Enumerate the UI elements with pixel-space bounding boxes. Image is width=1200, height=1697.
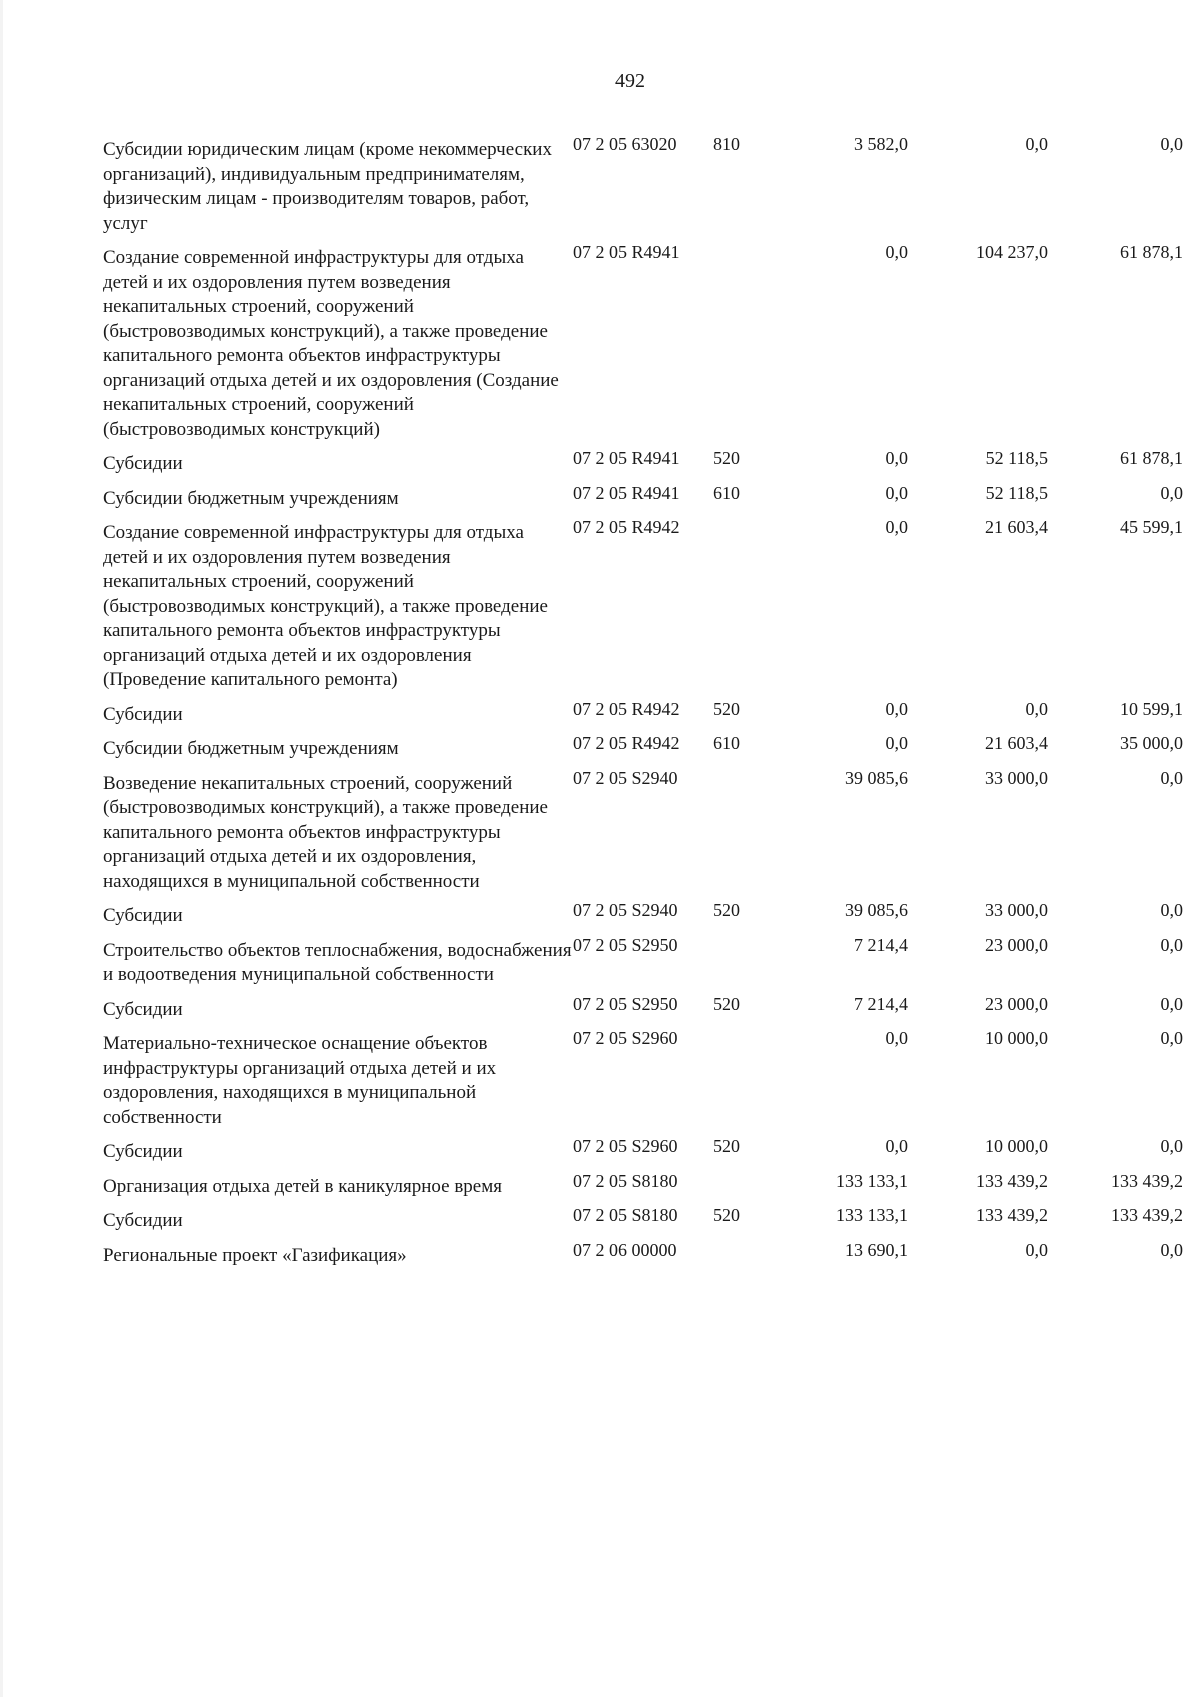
row-name: Субсидии бюджетным учреждениям — [103, 738, 399, 759]
row-amount-1: 3 582,0 — [854, 134, 908, 154]
row-amount-3: 45 599,1 — [1120, 517, 1183, 537]
row-amount-3: 0,0 — [1160, 934, 1183, 955]
row-amount-2: 52 118,5 — [985, 448, 1048, 468]
row-code: 07 2 05 R4941 — [573, 448, 680, 468]
row-amount-3: 0,0 — [1160, 134, 1183, 154]
row-name: Субсидии — [103, 453, 183, 474]
row-amount-3: 0,0 — [1160, 1239, 1183, 1260]
row-amount-1: 0,0 — [885, 733, 908, 753]
row-amount-3: 0,0 — [1160, 767, 1183, 788]
row-amount-3: 133 439,2 — [1111, 1170, 1183, 1191]
row-amount-1: 39 085,6 — [845, 900, 908, 920]
row-amount-3: 61 878,1 — [1120, 242, 1183, 262]
row-vr: 520 — [713, 698, 740, 719]
row-amount-3: 133 439,2 — [1111, 1205, 1183, 1225]
row-amount-2: 52 118,5 — [985, 482, 1048, 503]
row-amount-2: 133 439,2 — [976, 1170, 1048, 1191]
row-amount-3: 0,0 — [1160, 900, 1183, 920]
table-row — [103, 1238, 1183, 1269]
row-amount-1: 0,0 — [885, 1028, 908, 1048]
row-name: Субсидии — [103, 998, 183, 1020]
row-name: Создание современной инфраструктуры для отдыха детей и их оздоровления путем возведения некапитальных строений, сооружений (быстровозводимых конструкций), а также проведение капитального ремонта объектов инфраструктуры организаций отдыха детей и их оздоровления (Создание некапитальных строений, сооружений (быстровозводимых конструкций) — [103, 247, 559, 440]
row-amount-2: 133 439,2 — [976, 1205, 1048, 1225]
row-vr: 610 — [713, 733, 740, 753]
row-vr: 520 — [713, 993, 740, 1014]
row-name: Субсидии — [103, 703, 183, 725]
row-amount-2: 23 000,0 — [985, 993, 1048, 1014]
row-code: 07 2 05 S2950 — [573, 934, 678, 955]
row-name: Организация отдыха детей в каникулярное время — [103, 1175, 502, 1197]
row-amount-2: 21 603,4 — [985, 517, 1048, 537]
row-code: 07 2 05 S8180 — [573, 1205, 678, 1225]
table-row — [103, 992, 1183, 1023]
row-amount-1: 0,0 — [885, 482, 908, 503]
row-amount-2: 10 000,0 — [985, 1028, 1048, 1048]
row-name: Субсидии — [103, 905, 183, 926]
row-amount-1: 133 133,1 — [836, 1170, 908, 1191]
table-row — [103, 731, 1183, 762]
row-name: Субсидии — [103, 1210, 183, 1231]
row-amount-2: 33 000,0 — [985, 767, 1048, 788]
table-row — [103, 898, 1183, 929]
budget-table — [103, 132, 1183, 1272]
row-amount-2: 21 603,4 — [985, 733, 1048, 753]
table-row — [103, 446, 1183, 477]
row-amount-1: 0,0 — [885, 1136, 908, 1156]
row-code: 07 2 05 R4941 — [573, 242, 680, 262]
row-amount-1: 0,0 — [885, 242, 908, 262]
table-row — [103, 1169, 1183, 1200]
row-amount-1: 133 133,1 — [836, 1205, 908, 1225]
row-code: 07 2 05 S2940 — [573, 900, 678, 920]
row-name: Субсидии — [103, 1141, 183, 1162]
row-amount-1: 39 085,6 — [845, 767, 908, 788]
row-amount-2: 0,0 — [1025, 1239, 1048, 1260]
row-code: 07 2 05 R4942 — [573, 698, 680, 719]
row-amount-2: 33 000,0 — [985, 900, 1048, 920]
row-amount-3: 0,0 — [1160, 1136, 1183, 1156]
row-code: 07 2 05 S2950 — [573, 993, 678, 1014]
row-name: Субсидии юридическим лицам (кроме некоммерческих организаций), индивидуальным предпринимателям, физическим лицам - производителям товаров, работ, услуг — [103, 139, 552, 234]
row-amount-1: 0,0 — [885, 698, 908, 719]
row-code: 07 2 05 R4941 — [573, 482, 680, 503]
row-vr: 520 — [713, 1205, 740, 1225]
row-name: Субсидии бюджетным учреждениям — [103, 487, 399, 509]
row-name: Создание современной инфраструктуры для отдыха детей и их оздоровления путем возведения некапитальных строений, сооружений (быстровозводимых конструкций), а также проведение капитального ремонта объектов инфраструктуры организаций отдыха детей и их оздоровления (Проведение капитального ремонта) — [103, 522, 548, 690]
table-row — [103, 1134, 1183, 1165]
table-row — [103, 132, 1183, 236]
row-amount-3: 35 000,0 — [1120, 733, 1183, 753]
table-row — [103, 766, 1183, 895]
table-row — [103, 933, 1183, 988]
row-amount-2: 10 000,0 — [985, 1136, 1048, 1156]
table-row — [103, 1026, 1183, 1130]
row-amount-1: 0,0 — [885, 517, 908, 537]
row-amount-1: 0,0 — [885, 448, 908, 468]
row-vr: 610 — [713, 482, 740, 503]
row-vr: 520 — [713, 448, 740, 468]
row-amount-3: 61 878,1 — [1120, 448, 1183, 468]
row-amount-2: 0,0 — [1025, 134, 1048, 154]
row-amount-3: 0,0 — [1160, 482, 1183, 503]
table-row — [103, 1203, 1183, 1234]
row-name: Региональные проект «Газификация» — [103, 1244, 407, 1266]
row-code: 07 2 05 R4942 — [573, 733, 680, 753]
row-amount-1: 7 214,4 — [854, 993, 908, 1014]
row-code: 07 2 05 S2940 — [573, 767, 678, 788]
row-name: Возведение некапитальных строений, сооружений (быстровозводимых конструкций), а также проведение капитального ремонта объектов инфраструктуры организаций отдыха детей и их оздоровления, находящихся в муниципальной собственности — [103, 772, 548, 892]
row-amount-3: 0,0 — [1160, 993, 1183, 1014]
row-amount-3: 0,0 — [1160, 1028, 1183, 1048]
row-amount-2: 23 000,0 — [985, 934, 1048, 955]
row-code: 07 2 05 R4942 — [573, 517, 680, 537]
row-vr: 520 — [713, 900, 740, 920]
table-row — [103, 697, 1183, 728]
scan-edge — [0, 0, 3, 1697]
table-row — [103, 481, 1183, 512]
row-amount-2: 0,0 — [1025, 698, 1048, 719]
row-amount-2: 104 237,0 — [976, 242, 1048, 262]
row-amount-1: 7 214,4 — [854, 934, 908, 955]
row-vr: 520 — [713, 1136, 740, 1156]
row-vr: 810 — [713, 134, 740, 154]
row-code: 07 2 05 S2960 — [573, 1028, 678, 1048]
row-name: Материально-техническое оснащение объектов инфраструктуры организаций отдыха детей и их оздоровления, находящихся в муниципальной собственности — [103, 1033, 497, 1128]
table-row — [103, 515, 1183, 693]
row-code: 07 2 05 S8180 — [573, 1170, 678, 1191]
row-amount-1: 13 690,1 — [845, 1239, 908, 1260]
row-code: 07 2 05 63020 — [573, 134, 677, 154]
table-row — [103, 240, 1183, 442]
row-code: 07 2 06 00000 — [573, 1239, 677, 1260]
row-amount-3: 10 599,1 — [1120, 698, 1183, 719]
page-number: 492 — [615, 70, 645, 92]
row-code: 07 2 05 S2960 — [573, 1136, 678, 1156]
row-name: Строительство объектов теплоснабжения, водоснабжения и водоотведения муниципальной собственности — [103, 939, 572, 985]
